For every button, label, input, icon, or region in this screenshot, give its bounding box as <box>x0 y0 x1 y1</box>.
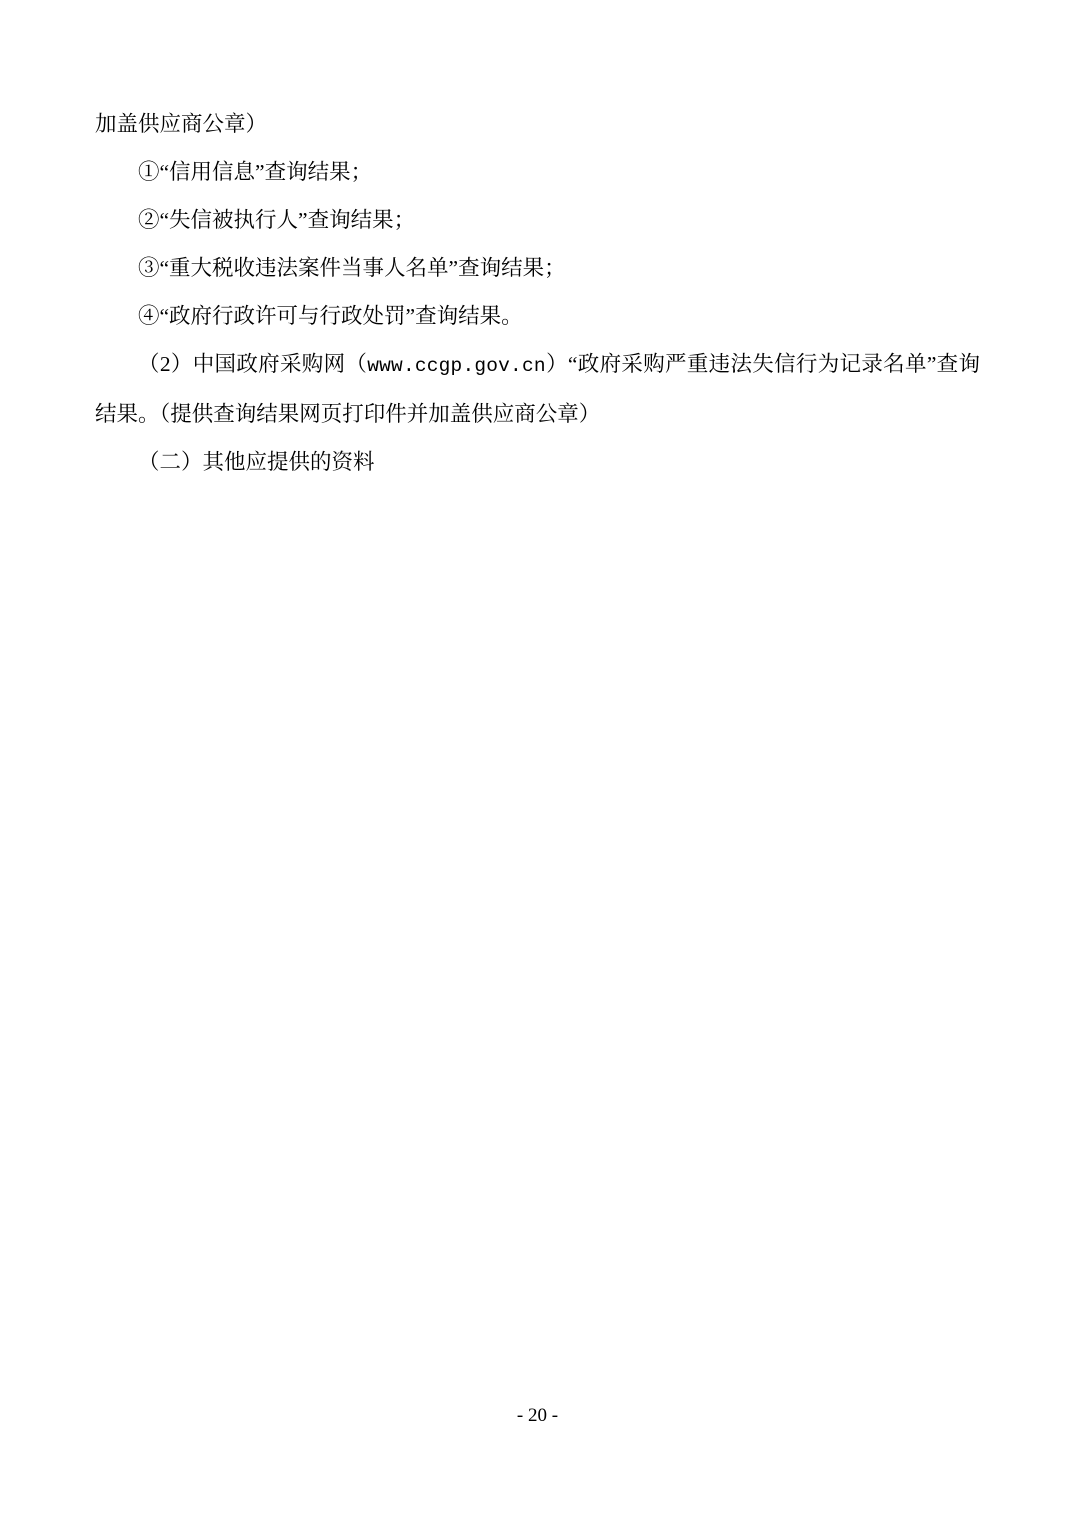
list-item-dishonest-executee: ②“失信被执行人”查询结果； <box>138 208 416 232</box>
page-number: - 20 - <box>516 1405 559 1426</box>
list-item-credit-info: ①“信用信息”查询结果； <box>138 160 373 184</box>
list-item-admin-license-penalty: ④“政府行政许可与行政处罚”查询结果。 <box>138 304 523 328</box>
page-footer <box>0 1405 1075 1427</box>
paragraph-ccgp-record-list <box>95 340 980 438</box>
ccgp-website-url: www.ccgp.gov.cn <box>367 355 546 377</box>
ccgp-prefix-text: （2）中国政府采购网（ <box>138 352 368 376</box>
paragraph-heading-continuation: 加盖供应商公章） <box>95 112 268 136</box>
document-body <box>95 100 980 486</box>
section-heading-other-materials: （二）其他应提供的资料 <box>138 450 375 474</box>
ccgp-suffix-text: ）“政府采购严重违法失信行为记录名单”查询结果。（提供查询结果网页打印件并加盖供应商公章） <box>95 352 980 426</box>
list-item-major-tax-violation: ③“重大税收违法案件当事人名单”查询结果； <box>138 256 566 280</box>
